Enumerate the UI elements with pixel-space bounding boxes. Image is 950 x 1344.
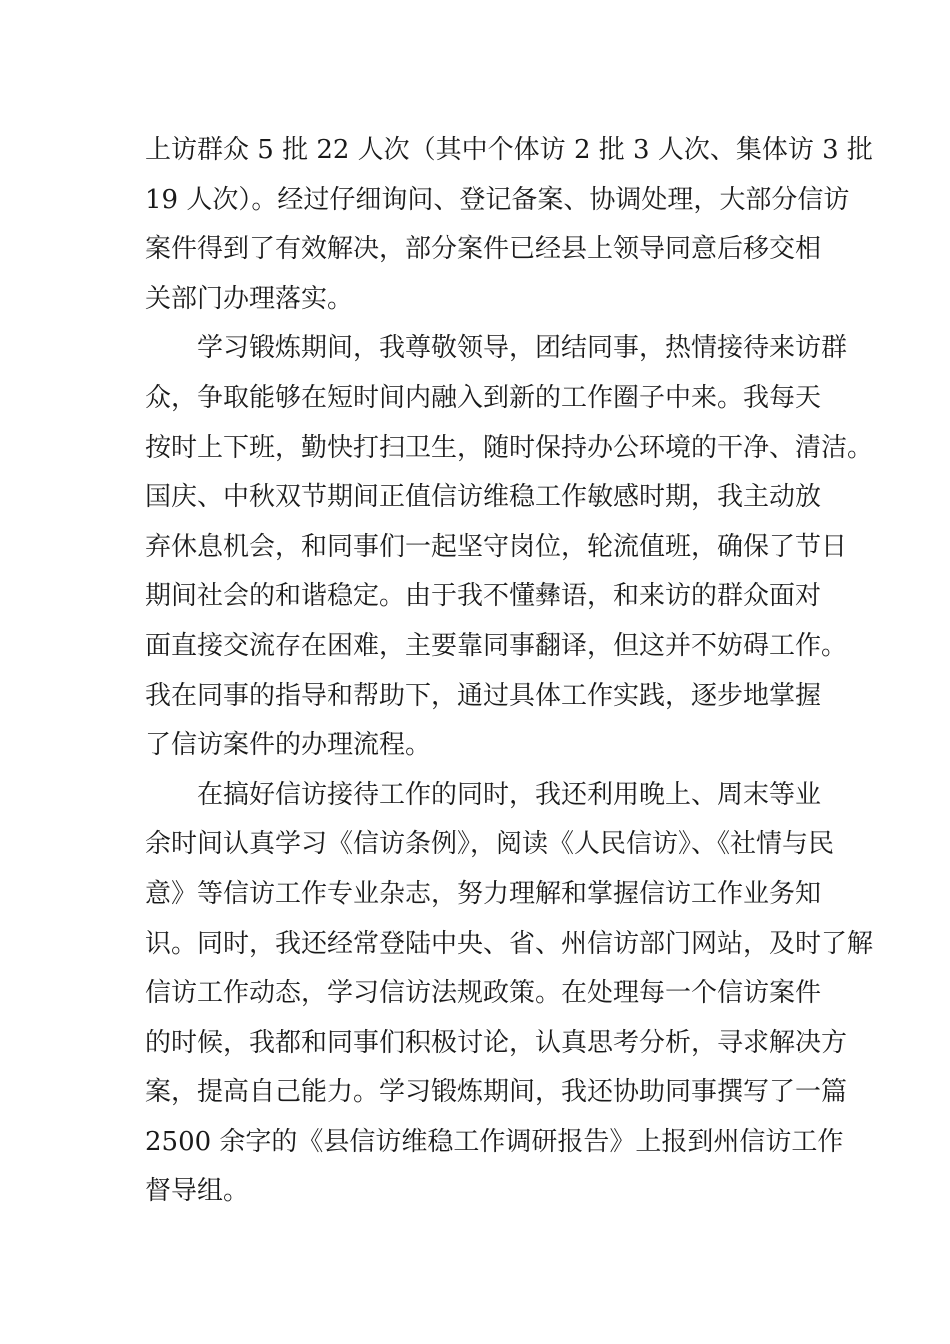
text-line: 识。同时，我还经常登陆中央、省、州信访部门网站，及时了解 xyxy=(145,928,874,959)
text-line: 在搞好信访接待工作的同时，我还利用晚上、周末等业 xyxy=(197,779,822,810)
text-line: 19 人次）。经过仔细询问、登记备案、协调处理，大部分信访 xyxy=(145,184,850,215)
document-body xyxy=(145,126,874,1217)
text-line: 面直接交流存在困难，主要靠同事翻译，但这并不妨碍工作。 xyxy=(145,630,848,661)
paragraph-2 xyxy=(145,324,874,770)
text-line: 案，提高自己能力。学习锻炼期间，我还协助同事撰写了一篇 xyxy=(145,1077,848,1108)
text-line: 关部门办理落实。 xyxy=(145,283,354,314)
paragraph-3 xyxy=(145,771,874,1217)
text-line: 案件得到了有效解决，部分案件已经县上领导同意后移交相 xyxy=(145,234,822,265)
text-line: 信访工作动态，学习信访法规政策。在处理每一个信访案件 xyxy=(145,978,822,1009)
text-line: 期间社会的和谐稳定。由于我不懂彝语，和来访的群众面对 xyxy=(145,581,822,612)
paragraph-1 xyxy=(145,126,873,324)
text-line: 了信访案件的办理流程。 xyxy=(145,730,432,761)
text-line: 余时间认真学习《信访条例》，阅读《人民信访》、《社情与民 xyxy=(145,829,835,860)
text-line: 意》等信访工作专业杂志，努力理解和掌握信访工作业务知 xyxy=(145,878,822,909)
text-line: 2500 余字的《县信访维稳工作调研报告》上报到州信访工作 xyxy=(145,1126,844,1157)
text-line: 众，争取能够在短时间内融入到新的工作圈子中来。我每天 xyxy=(145,382,822,413)
text-line: 学习锻炼期间，我尊敬领导，团结同事，热情接待来访群 xyxy=(197,333,848,364)
text-line: 的时候，我都和同事们积极讨论，认真思考分析，寻求解决方 xyxy=(145,1027,848,1058)
text-line: 督导组。 xyxy=(145,1176,250,1207)
text-line: 按时上下班，勤快打扫卫生，随时保持办公环境的干净、清洁。 xyxy=(145,432,874,463)
text-line: 国庆、中秋双节期间正值信访维稳工作敏感时期，我主动放 xyxy=(145,482,822,513)
text-line: 弃休息机会，和同事们一起坚守岗位，轮流值班，确保了节日 xyxy=(145,531,848,562)
text-line: 上访群众 5 批 22 人次（其中个体访 2 批 3 人次、集体访 3 批 xyxy=(145,135,873,165)
text-line: 我在同事的指导和帮助下，通过具体工作实践，逐步地掌握 xyxy=(145,680,822,711)
